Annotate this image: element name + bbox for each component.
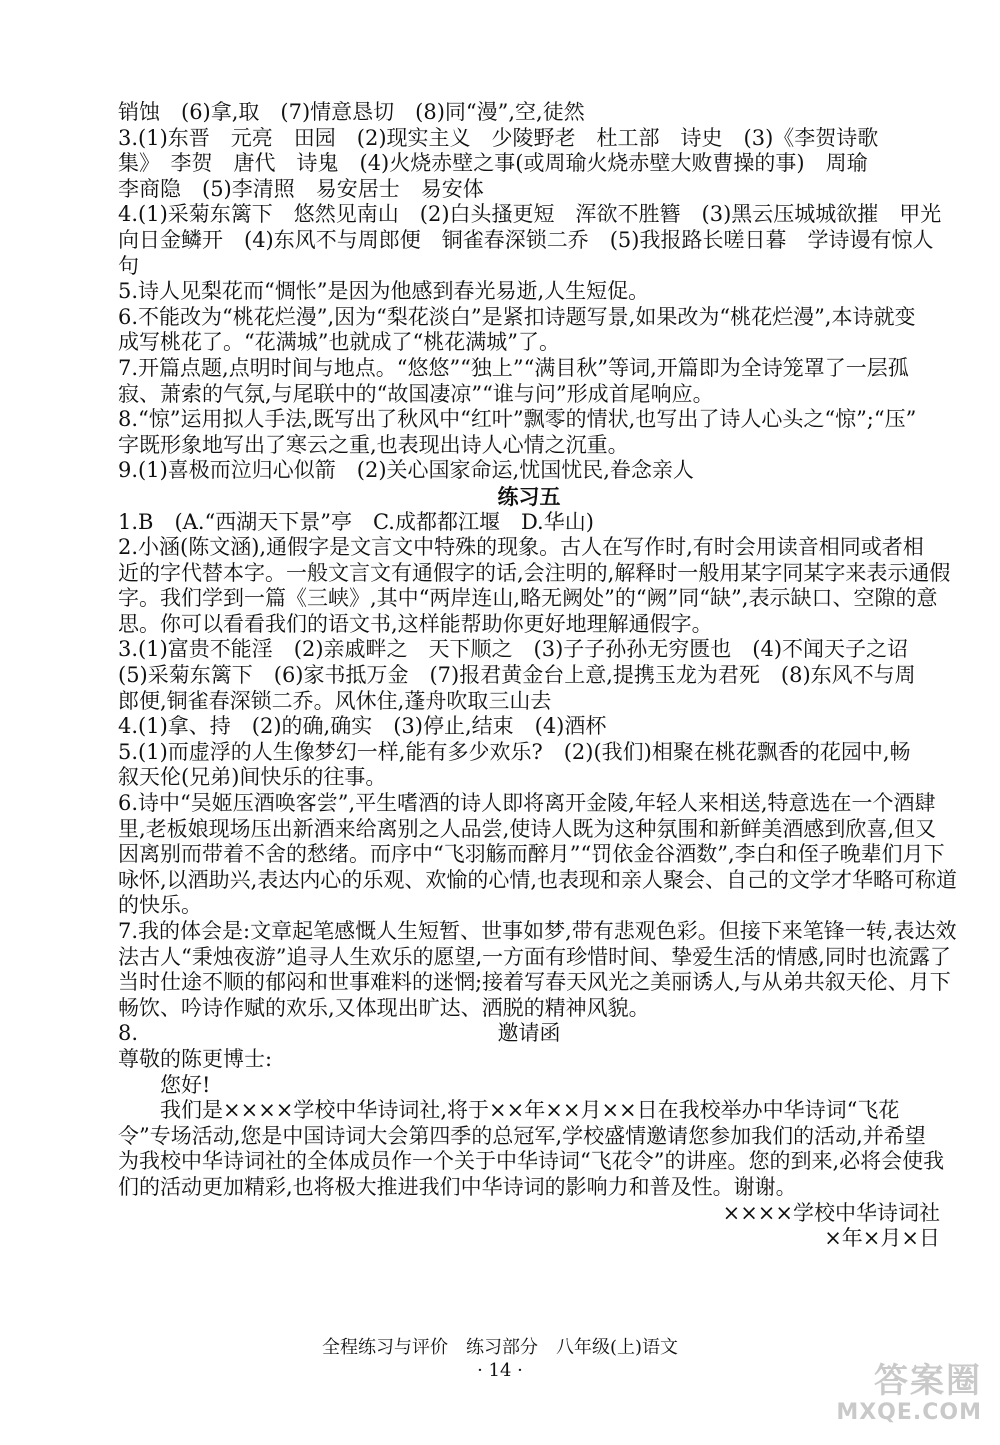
text-line: 郎便,铜雀春深锁二乔。风休住,蓬舟吹取三山去 xyxy=(118,688,552,713)
text-line: 5.诗人见梨花而“惆怅”是因为他感到春光易逝,人生短促。 xyxy=(118,279,650,304)
text-line: 3.(1)富贵不能淫 (2)亲戚畔之 天下顺之 (3)子子孙孙无穷匮也 (4)不闻天子之诏 xyxy=(118,637,909,662)
text-line: 句 xyxy=(118,253,139,278)
text-line: 法古人“秉烛夜游”追寻人生欢乐的愿望,一方面有珍惜时间、挚爱生活的情感,同时也流露了 xyxy=(118,944,951,969)
letter-signature: ××××学校中华诗词社 xyxy=(722,1200,940,1225)
text-line: 4.(1)采菊东篱下 悠然见南山 (2)白头搔更短 浑欲不胜簪 (3)黑云压城城欲摧 甲光 xyxy=(118,202,942,227)
text-line: 销蚀 (6)拿,取 (7)情意恳切 (8)同“漫”,空,徒然 xyxy=(118,100,585,124)
text-line: 当时仕途不顺的郁闷和世事难料的迷惘;接着写春天风光之美丽诱人,与从弟共叙天伦、月下 xyxy=(118,970,951,995)
text-line: 因离别而带着不舍的愁绪。而序中“飞羽觞而醉月”“罚依金谷酒数”,李白和侄子晚辈们月下 xyxy=(118,842,945,867)
text-line: 1.B (A.“西湖天下景”亭 C.成都都江堰 D.华山) xyxy=(118,509,594,534)
text-line: 字既形象地写出了寒云之重,也表现出诗人心情之沉重。 xyxy=(118,432,629,457)
letter-line: 们的活动更加精彩,也将极大推进我们中华诗词的影响力和普及性。谢谢。 xyxy=(118,1174,797,1199)
text-line: 字。我们学到一篇《三峡》,其中“两岸连山,略无阙处”的“阙”同“缺”,表示缺口、空隙的意 xyxy=(118,586,938,611)
page-number: · 14 · xyxy=(477,1360,523,1381)
text-line: 7.开篇点题,点明时间与地点。“悠悠”“独上”“满目秋”等词,开篇即为全诗笼罩了一层孤 xyxy=(118,355,909,380)
text-line: (5)采菊东篱下 (6)家书抵万金 (7)报君黄金台上意,提携玉龙为君死 (8)东风不与周 xyxy=(118,663,916,688)
question-number: 8. xyxy=(118,1021,139,1046)
letter-line: 为我校中华诗词社的全体成员作一个关于中华诗词“飞花令”的讲座。您的到来,必将会使我 xyxy=(118,1149,945,1174)
text-line: 7.我的体会是:文章起笔感慨人生短暂、世事如梦,带有悲观色彩。但接下来笔锋一转,表达效 xyxy=(118,919,957,943)
text-line: 2.小涵(陈文涵),通假字是文言文中特殊的现象。古人在写作时,有时会用读音相同或者相 xyxy=(118,535,924,560)
text-line: 向日金鳞开 (4)东风不与周郎便 铜雀春深锁二乔 (5)我报路长嗟日暮 学诗谩有惊人 xyxy=(118,227,934,252)
text-line: 成写桃花了。“花满城”也就成了“桃花满城”了。 xyxy=(118,330,560,355)
answer-content xyxy=(118,100,958,1252)
letter-line: 令”专场活动,您是中国诗词大会第四季的总冠军,学校盛情邀请您参加我们的活动,并希望 xyxy=(118,1123,926,1148)
answers-block-1 xyxy=(118,100,940,484)
text-line: 咏怀,以酒助兴,表达内心的乐观、欢愉的心情,也表现和亲人聚会、自己的文学才华略可称道 xyxy=(118,867,958,892)
text-line: 8.“惊”运用拟人手法,既写出了秋风中“红叶”飘零的情状,也写出了诗人心头之“惊”;“压” xyxy=(118,407,917,432)
text-line: 李商隐 (5)李清照 易安居士 易安体 xyxy=(118,176,484,201)
text-line: 4.(1)拿、持 (2)的确,确实 (3)停止,结束 (4)酒杯 xyxy=(118,714,607,739)
text-line: 畅饮、吟诗作赋的欢乐,又体现出旷达、洒脱的精神风貌。 xyxy=(118,995,650,1020)
text-line: 6.不能改为“桃花烂漫”,因为“梨花淡白”是紧扣诗题写景,如果改为“桃花烂漫”,本诗就变 xyxy=(118,304,916,329)
section-title: 练习五 xyxy=(497,483,561,509)
text-line: 思。你可以看看我们的语文书,这样能帮助你更好地理解通假字。 xyxy=(118,611,713,636)
letter-line: 我们是××××学校中华诗词社,将于××年××月××日在我校举办中华诗词“飞花 xyxy=(160,1098,900,1123)
text-line: 3.(1)东晋 元亮 田园 (2)现实主义 少陵野老 杜工部 诗史 (3)《李贺诗歌 xyxy=(118,125,879,150)
text-line: 里,老板娘现场压出新酒来给离别之人品尝,使诗人既为这种氛围和新鲜美酒感到欣喜,但又 xyxy=(118,816,937,841)
text-line: 5.(1)而虚浮的人生像梦幻一样,能有多少欢乐? (2)(我们)相聚在桃花飘香的花园中,畅 xyxy=(118,739,911,764)
answers-block-2 xyxy=(118,509,958,1022)
text-line: 6.诗中“吴姬压酒唤客尝”,平生嗜酒的诗人即将离开金陵,年轻人来相送,特意选在一个酒肆 xyxy=(118,791,936,816)
text-line: 9.(1)喜极而泣归心似箭 (2)关心国家命运,忧国忧民,眷念亲人 xyxy=(118,458,694,483)
watermark-url: MXQE.COM xyxy=(836,1400,982,1425)
letter-salutation: 尊敬的陈更博士: xyxy=(118,1046,273,1071)
text-line: 叙天伦(兄弟)间快乐的往事。 xyxy=(118,765,387,790)
watermark-logo-text: 答案圈 xyxy=(874,1361,982,1401)
text-line: 的快乐。 xyxy=(118,893,202,918)
text-line: 集》 李贺 唐代 诗鬼 (4)火烧赤壁之事(或周瑜火烧赤壁大败曹操的事) 周瑜 xyxy=(118,151,868,176)
letter-date: ×年×月×日 xyxy=(824,1226,940,1251)
footer-book-title: 全程练习与评价 练习部分 八年级(上)语文 xyxy=(321,1337,679,1358)
letter-greeting: 您好! xyxy=(160,1072,211,1097)
text-line: 寂、萧索的气氛,与尾联中的“故国凄凉”“谁与问”形成首尾响应。 xyxy=(118,381,714,406)
letter-title: 邀请函 xyxy=(497,1021,561,1046)
text-line: 近的字代替本字。一般文言文有通假字的话,会注明的,解释时一般用某字同某字来表示通假 xyxy=(118,560,951,585)
invitation-letter xyxy=(118,1021,945,1251)
watermark-logo xyxy=(782,1361,982,1431)
